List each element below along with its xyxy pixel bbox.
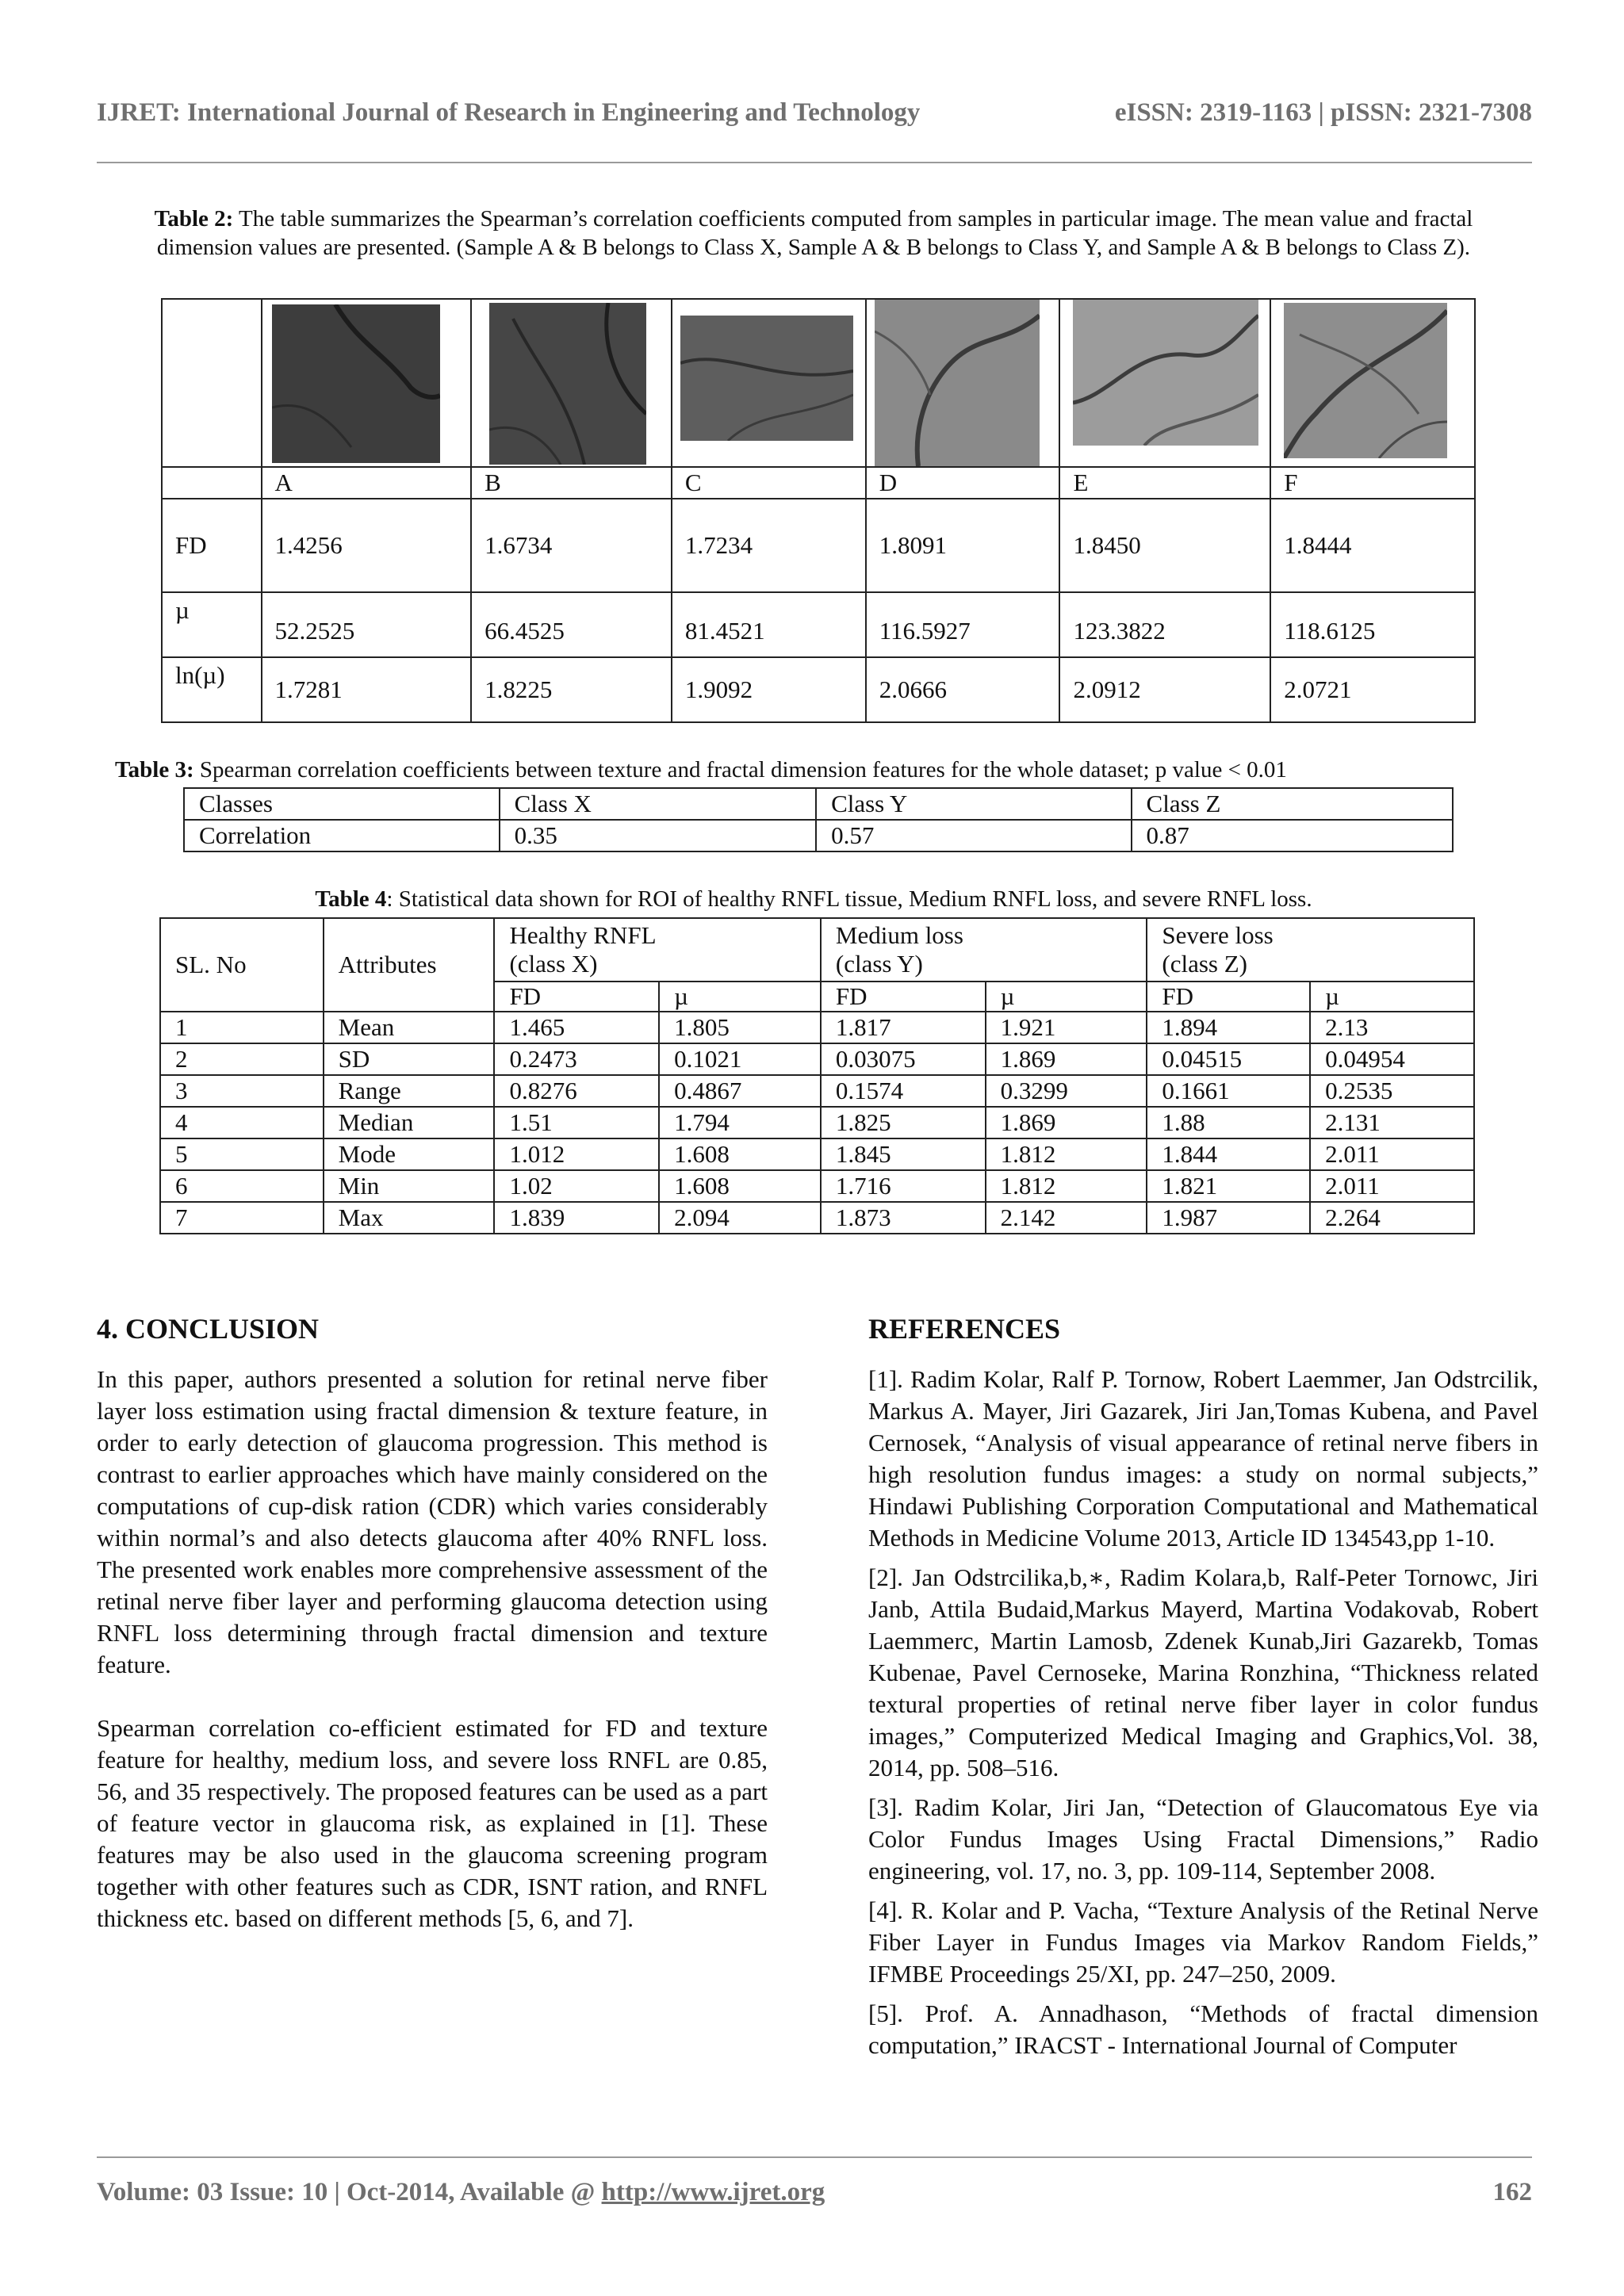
table4-cell: Mode: [324, 1138, 495, 1170]
references-list: [868, 1364, 1538, 2069]
conclusion-title: 4. CONCLUSION: [97, 1313, 320, 1345]
table2-header-row: [162, 467, 1475, 499]
table4-cell: 2.13: [1310, 1012, 1474, 1043]
table4-cell: 1.805: [659, 1012, 821, 1043]
table2-cell: 81.4521: [672, 592, 866, 657]
table4-cell: 1.51: [494, 1107, 659, 1138]
table4-cell: 1.716: [821, 1170, 986, 1202]
table4-sub: µ: [986, 982, 1147, 1012]
table4-cell: 0.1021: [659, 1043, 821, 1075]
references-title: REFERENCES: [868, 1313, 1061, 1345]
table4-cell: 1.465: [494, 1012, 659, 1043]
table4-cell: 1.825: [821, 1107, 986, 1138]
fundus-sample-a-image: [272, 304, 440, 463]
table4-cell: Max: [324, 1202, 495, 1234]
group-line1: Healthy RNFL: [509, 921, 657, 949]
table2-label: Table 2:: [154, 206, 234, 232]
table4-cell: Mean: [324, 1012, 495, 1043]
table4-group-severe: [1147, 918, 1474, 982]
table4-cell: 2.011: [1310, 1170, 1474, 1202]
table2-cell: 1.8091: [866, 499, 1060, 592]
table4-cell: 2.142: [986, 1202, 1147, 1234]
table3-cell: Class X: [500, 788, 816, 820]
table4-cell: 0.1661: [1147, 1075, 1310, 1107]
table3-cell: Correlation: [184, 820, 500, 851]
table4: [159, 917, 1475, 1234]
table4-cell: 0.1574: [821, 1075, 986, 1107]
table4-cell: 1.839: [494, 1202, 659, 1234]
conclusion-body: [97, 1364, 768, 1934]
table2-row-label: ln(µ): [162, 657, 262, 722]
table4-cell: 0.4867: [659, 1075, 821, 1107]
table2-caption-text: The table summarizes the Spearman’s correlation coefficients computed from samples in particular image. The mean value and fractal dimension values are presented. (Sample A & B belongs to Class X, Sample A & B belongs to Class Y, and Sample A & B belongs to Class Z).: [156, 206, 1473, 260]
table3-cell: Class Y: [816, 788, 1131, 820]
table4-cell: 2.264: [1310, 1202, 1474, 1234]
table4-cell: 1.88: [1147, 1107, 1310, 1138]
reference-item: [5]. Prof. A. Annadhason, “Methods of fractal dimension computation,” IRACST - International Journal of Computer: [868, 1999, 1538, 2059]
table2-cell: 1.8444: [1270, 499, 1475, 592]
issn: eISSN: 2319-1163 | pISSN: 2321-7308: [1114, 98, 1532, 127]
table4-cell: 0.2473: [494, 1043, 659, 1075]
table4-sub: µ: [1310, 982, 1474, 1012]
table4-col-attributes: Attributes: [324, 918, 495, 1012]
table4-cell: 1.794: [659, 1107, 821, 1138]
table4-cell: 1: [160, 1012, 324, 1043]
table4-sub: FD: [494, 982, 659, 1012]
table2-cell: 116.5927: [866, 592, 1060, 657]
table4-cell: 0.03075: [821, 1043, 986, 1075]
page-header: [97, 98, 1532, 128]
table2-cell: 1.7281: [262, 657, 472, 722]
fundus-sample-e-image: [1073, 300, 1258, 446]
journal-title: IJRET: International Journal of Research in Engineering and Technology: [97, 98, 921, 127]
table3-row: [184, 788, 1453, 820]
table4-cell: Range: [324, 1075, 495, 1107]
table4-cell: 2.094: [659, 1202, 821, 1234]
table4-cell: 7: [160, 1202, 324, 1234]
table4-group-healthy: [494, 918, 820, 982]
table4-cell: 0.3299: [986, 1075, 1147, 1107]
table4-cell: Min: [324, 1170, 495, 1202]
reference-item: [3]. Radim Kolar, Jiri Jan, “Detection of Glaucomatous Eye via Color Fundus Images Using Fractal Dimensions,” Radio engineering, vol. 17, no. 3, pp. 109-114, September 2008.: [868, 1793, 1538, 1885]
group-line1: Medium loss: [835, 921, 963, 949]
footer-volume: [97, 2178, 825, 2207]
table2-row-label: µ: [162, 592, 262, 657]
table2-header-empty: [162, 467, 262, 499]
table2-col-d: D: [866, 467, 1060, 499]
table4-cell: 1.608: [659, 1170, 821, 1202]
table4-cell: 1.869: [986, 1107, 1147, 1138]
table4-cell: 1.821: [1147, 1170, 1310, 1202]
group-line2: (class Y): [835, 950, 923, 978]
footer-rule: [97, 2156, 1532, 2158]
table4-cell: 0.04954: [1310, 1043, 1474, 1075]
table4-cell: 0.04515: [1147, 1043, 1310, 1075]
table2-cell: 1.6734: [471, 499, 672, 592]
table2-col-c: C: [672, 467, 866, 499]
table4-sub: µ: [659, 982, 821, 1012]
table4-cell: 1.873: [821, 1202, 986, 1234]
conclusion-paragraph-2: Spearman correlation co-efficient estimated for FD and texture feature for healthy, medium loss, and severe loss RNFL are 0.85, 56, and 35 respectively. The proposed features can be used as a part of feature vector in glaucoma risk, as explained in [1]. These features may be also used in the glaucoma screening program together with other features such as CDR, ISNT ration, and RNFL thickness etc. based on different methods [5, 6, and 7].: [97, 1714, 768, 1932]
table2-cell: 1.9092: [672, 657, 866, 722]
table2: [161, 298, 1476, 723]
table4-group-row: [160, 918, 1474, 982]
table2-cell: 2.0912: [1059, 657, 1270, 722]
table2-image-cell-e: [1059, 299, 1270, 467]
table2-image-cell-d: [866, 299, 1060, 467]
table4-cell: 1.894: [1147, 1012, 1310, 1043]
group-line1: Severe loss: [1162, 921, 1274, 949]
reference-item: [1]. Radim Kolar, Ralf P. Tornow, Robert Laemmer, Jan Odstrcilik, Markus A. Mayer, Jiri Gazarek, Jiri Jan,Tomas Kubena, and Pavel Cernosek, “Analysis of visual appearance of retinal nerve fibers in high resolution fundus images: a study on normal subjects,” Hindawi Publishing Corporation Computational and Mathematical Methods in Medicine Volume 2013, Article ID 134543,pp 1-10.: [868, 1365, 1538, 1552]
table4-row: [160, 1043, 1474, 1075]
page-number: 162: [1492, 2178, 1532, 2206]
header-rule: [97, 162, 1532, 163]
table2-cell: 52.2525: [262, 592, 472, 657]
fundus-sample-f-image: [1284, 303, 1447, 458]
group-line2: (class Z): [1162, 950, 1247, 978]
table4-caption: [119, 885, 1508, 913]
table4-cell: 1.608: [659, 1138, 821, 1170]
table2-col-f: F: [1270, 467, 1475, 499]
table2-cell: 1.8225: [471, 657, 672, 722]
table4-cell: 0.8276: [494, 1075, 659, 1107]
table4-row: [160, 1170, 1474, 1202]
table4-cell: 2.011: [1310, 1138, 1474, 1170]
table2-image-cell-c: [672, 299, 866, 467]
table2-image-cell-f: [1270, 299, 1475, 467]
table2-image-empty: [162, 299, 262, 467]
table4-cell: 1.921: [986, 1012, 1147, 1043]
table2-cell: 118.6125: [1270, 592, 1475, 657]
table2-row-fd: [162, 499, 1475, 592]
fundus-sample-b-image: [489, 303, 646, 465]
conclusion-paragraph-1: In this paper, authors presented a solution for retinal nerve fiber layer loss estimation using fractal dimension & texture feature, in order to early detection of glaucoma progression. This method is contrast to earlier approaches which have mainly considered on the computations of cup-disk ration (CDR) which varies considerably within normal’s and also detects glaucoma after 40% RNFL loss. The presented work enables more comprehensive assessment of the retinal nerve fiber layer and performing glaucoma detection using RNFL loss determining through fractal dimension and texture feature.: [97, 1365, 768, 1678]
table3-row: [184, 820, 1453, 851]
table2-cell: 2.0666: [866, 657, 1060, 722]
table4-group-medium: [821, 918, 1147, 982]
table4-cell: 0.2535: [1310, 1075, 1474, 1107]
table3-cell: 0.87: [1132, 820, 1453, 851]
table4-cell: 2.131: [1310, 1107, 1474, 1138]
table3: [183, 787, 1454, 852]
table2-cell: 123.3822: [1059, 592, 1270, 657]
table4-sub: FD: [1147, 982, 1310, 1012]
table3-cell: Class Z: [1132, 788, 1453, 820]
table4-body: [160, 1012, 1474, 1234]
table2-row-ln-mu: [162, 657, 1475, 722]
page-footer: [97, 2178, 1532, 2207]
table4-label: Table 4: [315, 886, 387, 912]
table4-cell: 3: [160, 1075, 324, 1107]
table3-caption-text: Spearman correlation coefficients between texture and fractal dimension features for the whole dataset; p value < 0.01: [193, 757, 1287, 783]
table4-cell: 1.012: [494, 1138, 659, 1170]
table2-image-row: [162, 299, 1475, 467]
table4-cell: 6: [160, 1170, 324, 1202]
table3-cell: 0.57: [816, 820, 1131, 851]
table4-row: [160, 1075, 1474, 1107]
table3-cell: 0.35: [500, 820, 816, 851]
fundus-sample-c-image: [680, 316, 853, 441]
table4-cell: 1.987: [1147, 1202, 1310, 1234]
table4-row: [160, 1202, 1474, 1234]
table4-cell: 2: [160, 1043, 324, 1075]
table4-col-sl: SL. No: [160, 918, 324, 1012]
journal-link[interactable]: http://www.ijret.org: [601, 2178, 825, 2206]
table2-row-mu: [162, 592, 1475, 657]
table3-label: Table 3:: [115, 757, 194, 783]
table4-cell: 1.817: [821, 1012, 986, 1043]
group-line2: (class X): [509, 950, 598, 978]
table2-col-a: A: [262, 467, 472, 499]
table4-row: [160, 1012, 1474, 1043]
table4-cell: 5: [160, 1138, 324, 1170]
table4-cell: 1.845: [821, 1138, 986, 1170]
reference-item: [4]. R. Kolar and P. Vacha, “Texture Analysis of the Retinal Nerve Fiber Layer in Fundus Images via Markov Random Fields,” IFMBE Proceedings 25/XI, pp. 247–250, 2009.: [868, 1896, 1538, 1988]
table4-cell: Median: [324, 1107, 495, 1138]
table2-image-cell-a: [262, 299, 472, 467]
table4-cell: 1.02: [494, 1170, 659, 1202]
table2-cell: 1.8450: [1059, 499, 1270, 592]
table2-caption: [119, 205, 1508, 262]
table2-cell: 1.4256: [262, 499, 472, 592]
table4-cell: 4: [160, 1107, 324, 1138]
table4-caption-text: : Statistical data shown for ROI of healthy RNFL tissue, Medium RNFL loss, and severe RNFL loss.: [386, 886, 1312, 912]
table4-row: [160, 1107, 1474, 1138]
table4-cell: 1.812: [986, 1170, 1147, 1202]
footer-text: Volume: 03 Issue: 10 | Oct-2014, Available @: [97, 2178, 602, 2206]
table2-cell: 2.0721: [1270, 657, 1475, 722]
fundus-sample-d-image: [875, 300, 1040, 466]
table4-row: [160, 1138, 1474, 1170]
table4-cell: 1.869: [986, 1043, 1147, 1075]
table2-row-label: FD: [162, 499, 262, 592]
table2-cell: 1.7234: [672, 499, 866, 592]
table4-sub: FD: [821, 982, 986, 1012]
table3-caption: [115, 756, 1534, 784]
reference-item: [2]. Jan Odstrcilika,b,∗, Radim Kolara,b, Ralf-Peter Tornowc, Jiri Janb, Attila Budaid,Markus Mayerd, Martina Vodakovab, Robert Laemmerc, Martin Lamosb, Zdenek Kunab,Jiri Gazarekb, Tomas Kubenae, Pavel Cernoseke, Marina Ronzhina, “Thickness related textural properties of retinal nerve fiber layer in color fundus images,” Computerized Medical Imaging and Graphics,Vol. 38, 2014, pp. 508–516.: [868, 1563, 1538, 1781]
table2-image-cell-b: [471, 299, 672, 467]
table4-cell: SD: [324, 1043, 495, 1075]
table3-cell: Classes: [184, 788, 500, 820]
table2-cell: 66.4525: [471, 592, 672, 657]
table4-cell: 1.844: [1147, 1138, 1310, 1170]
table2-col-b: B: [471, 467, 672, 499]
table2-col-e: E: [1059, 467, 1270, 499]
table4-cell: 1.812: [986, 1138, 1147, 1170]
